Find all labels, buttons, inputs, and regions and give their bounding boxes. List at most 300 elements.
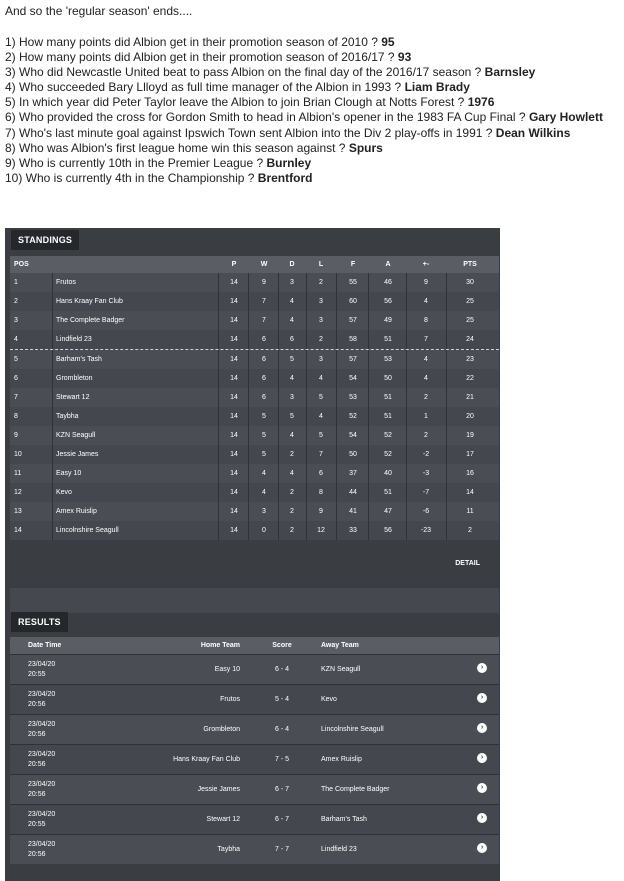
- column-divider: [446, 483, 447, 502]
- cell-w: 5: [262, 432, 266, 439]
- column-divider: [218, 464, 219, 483]
- cell-a: 52: [384, 451, 392, 458]
- cell-team: Frutos: [56, 279, 76, 286]
- column-divider: [218, 483, 219, 502]
- cell-l: 4: [319, 375, 323, 382]
- cell-w: 7: [262, 317, 266, 324]
- cell-w: 5: [262, 413, 266, 420]
- column-divider: [248, 369, 249, 388]
- column-divider: [248, 502, 249, 521]
- cell-p: 14: [230, 432, 238, 439]
- result-time: 20:55: [28, 670, 46, 678]
- chevron-right-icon[interactable]: ›: [477, 783, 487, 793]
- result-away: The Complete Badger: [321, 786, 390, 793]
- column-divider: [336, 350, 337, 369]
- column-divider: [368, 311, 369, 330]
- question-text: 4) Who succeeded Bary Llloyd as full time manager of the Albion in 1993 ?: [5, 80, 405, 95]
- cell-team: Grombleton: [56, 375, 93, 382]
- league-panel: [5, 228, 500, 881]
- column-divider: [336, 521, 337, 540]
- column-divider: [248, 330, 249, 349]
- column-divider: [336, 483, 337, 502]
- cell-d: 2: [290, 451, 294, 458]
- standings-row: [10, 445, 499, 464]
- column-divider: [368, 464, 369, 483]
- standings-row: [10, 426, 499, 445]
- cell-pos: 9: [14, 432, 18, 439]
- cell-pts: 20: [466, 413, 474, 420]
- question-text: 3) Who did Newcastle United beat to pass Albion on the final day of the 2016/17 season ?: [5, 65, 485, 80]
- cell-team: Jessie James: [56, 451, 99, 458]
- answer-text: Liam Brady: [404, 80, 470, 95]
- results-table: [10, 637, 499, 864]
- col-d: D: [289, 261, 295, 268]
- col-datetime: Date Time: [28, 642, 62, 649]
- standings-row: [10, 464, 499, 483]
- column-divider: [368, 292, 369, 311]
- cell-pts: 22: [466, 375, 474, 382]
- result-date: 23/04/20: [28, 840, 56, 848]
- column-divider: [52, 311, 53, 330]
- column-divider: [406, 388, 407, 407]
- column-divider: [406, 445, 407, 464]
- col-a: A: [385, 261, 391, 268]
- column-divider: [248, 388, 249, 407]
- cell-pos: 2: [14, 298, 18, 305]
- cell-a: 47: [384, 508, 392, 515]
- cell-diff: 2: [424, 432, 428, 439]
- result-datetime: [28, 715, 55, 744]
- standings-row: [10, 273, 499, 292]
- col-pts: PTS: [463, 261, 477, 268]
- column-divider: [248, 521, 249, 540]
- column-divider: [52, 330, 53, 349]
- cell-pos: 3: [14, 317, 18, 324]
- cell-team: Barham's Tash: [56, 356, 102, 363]
- column-divider: [368, 445, 369, 464]
- cell-diff: 8: [424, 317, 428, 324]
- column-divider: [446, 521, 447, 540]
- answer-text: 93: [397, 50, 412, 65]
- result-row[interactable]: [10, 654, 499, 684]
- column-divider: [406, 292, 407, 311]
- column-divider: [446, 464, 447, 483]
- column-divider: [446, 369, 447, 388]
- standings-row: [10, 521, 499, 540]
- column-divider: [406, 407, 407, 426]
- column-divider: [52, 426, 53, 445]
- cell-p: 14: [230, 508, 238, 515]
- column-divider: [52, 292, 53, 311]
- cell-f: 54: [349, 375, 357, 382]
- column-divider: [52, 407, 53, 426]
- column-divider: [218, 521, 219, 540]
- column-divider: [248, 292, 249, 311]
- cell-diff: -3: [422, 470, 430, 477]
- cell-a: 51: [384, 413, 392, 420]
- cell-d: 5: [290, 413, 294, 420]
- column-divider: [446, 273, 447, 292]
- cell-team: Kevo: [56, 489, 72, 496]
- chevron-right-icon[interactable]: ›: [477, 813, 487, 823]
- cell-l: 12: [317, 527, 325, 534]
- question-text: 6) Who provided the cross for Gordon Smith to head in Albion's opener in the 1983 FA Cup Final ?: [5, 110, 529, 125]
- cell-a: 51: [384, 394, 392, 401]
- result-row[interactable]: [10, 744, 499, 774]
- column-divider: [336, 292, 337, 311]
- cell-w: 3: [262, 508, 266, 515]
- cell-a: 46: [384, 279, 392, 286]
- cell-team: Hans Kraay Fan Club: [56, 298, 123, 305]
- cell-pos: 1: [14, 279, 18, 286]
- cell-w: 4: [262, 470, 266, 477]
- result-time: 20:56: [28, 850, 46, 858]
- results-header: [10, 637, 499, 654]
- cell-pts: 25: [466, 317, 474, 324]
- column-divider: [248, 464, 249, 483]
- column-divider: [52, 273, 53, 292]
- column-divider: [52, 350, 53, 369]
- column-divider: [406, 330, 407, 349]
- cell-pts: 19: [466, 432, 474, 439]
- cell-f: 57: [349, 317, 357, 324]
- column-divider: [52, 483, 53, 502]
- result-home: Hans Kraay Fan Club: [173, 756, 240, 763]
- cell-diff: 9: [424, 279, 428, 286]
- question-line: [5, 141, 603, 156]
- column-divider: [406, 273, 407, 292]
- result-datetime: [28, 745, 55, 774]
- cell-f: 50: [349, 451, 357, 458]
- cell-pts: 2: [468, 527, 472, 534]
- cell-diff: -7: [422, 489, 430, 496]
- result-score: 5 - 4: [274, 696, 289, 703]
- cell-f: 60: [349, 298, 357, 305]
- result-away: Lincolnshire Seagull: [321, 726, 384, 733]
- column-divider: [336, 407, 337, 426]
- col-f: F: [350, 261, 356, 268]
- column-divider: [368, 426, 369, 445]
- result-away: Barham's Tash: [321, 816, 367, 823]
- column-divider: [368, 350, 369, 369]
- result-home: Frutos: [220, 696, 240, 703]
- cell-a: 51: [384, 489, 392, 496]
- cell-l: 4: [319, 413, 323, 420]
- cell-f: 57: [349, 356, 357, 363]
- answer-text: Brentford: [257, 170, 313, 185]
- cell-f: 33: [349, 527, 357, 534]
- cell-p: 14: [230, 279, 238, 286]
- cell-l: 3: [319, 298, 323, 305]
- cell-pos: 12: [14, 489, 22, 496]
- question-text: 2) How many points did Albion get in their promotion season of 2016/17 ?: [5, 50, 398, 65]
- column-divider: [406, 350, 407, 369]
- column-divider: [218, 350, 219, 369]
- cell-f: 37: [349, 470, 357, 477]
- cell-d: 2: [290, 508, 294, 515]
- cell-pos: 8: [14, 413, 18, 420]
- column-divider: [248, 445, 249, 464]
- cell-team: Amex Ruislip: [56, 508, 97, 515]
- cell-diff: 4: [424, 375, 428, 382]
- column-divider: [218, 273, 219, 292]
- cell-l: 3: [319, 356, 323, 363]
- result-date: 23/04/20: [28, 720, 56, 728]
- column-divider: [368, 273, 369, 292]
- result-row[interactable]: [10, 834, 499, 864]
- chevron-right-icon[interactable]: ›: [477, 843, 487, 853]
- cell-diff: 4: [424, 356, 428, 363]
- cell-pos: 4: [14, 336, 18, 343]
- question-text: 7) Who's last minute goal against Ipswich Town sent Albion into the Div 2 play-offs in 1991 ?: [5, 125, 496, 140]
- cell-d: 2: [290, 527, 294, 534]
- question-line: [5, 110, 603, 125]
- cell-d: 3: [290, 279, 294, 286]
- cell-l: 2: [319, 279, 323, 286]
- question-line: [5, 80, 603, 95]
- cell-f: 53: [349, 394, 357, 401]
- cell-l: 7: [319, 451, 323, 458]
- cell-a: 56: [384, 298, 392, 305]
- cell-d: 3: [290, 394, 294, 401]
- column-divider: [446, 445, 447, 464]
- question-text: 5) In which year did Peter Taylor leave the Albion to join Brian Clough at Notts Forest ?: [5, 95, 468, 110]
- cell-l: 6: [319, 470, 323, 477]
- quiz-questions: [5, 35, 603, 186]
- column-divider: [248, 311, 249, 330]
- column-divider: [218, 311, 219, 330]
- question-text: 9) Who is currently 10th in the Premier League ?: [5, 155, 267, 170]
- cell-team: KZN Seagull: [56, 432, 96, 439]
- cell-diff: -2: [422, 451, 430, 458]
- cell-pos: 11: [14, 470, 22, 477]
- column-divider: [446, 502, 447, 521]
- answer-text: Barnsley: [484, 65, 536, 80]
- standings-row: [10, 350, 499, 369]
- cell-a: 56: [384, 527, 392, 534]
- cell-a: 52: [384, 432, 392, 439]
- cell-p: 14: [230, 489, 238, 496]
- cell-pts: 24: [466, 336, 474, 343]
- cell-pts: 21: [466, 394, 474, 401]
- col-w: W: [260, 261, 268, 268]
- result-time: 20:56: [28, 730, 46, 738]
- cell-p: 14: [230, 413, 238, 420]
- col-score: Score: [272, 642, 292, 649]
- standings-row: [10, 388, 499, 407]
- cell-p: 14: [230, 527, 238, 534]
- result-away: KZN Seagull: [321, 666, 361, 673]
- cell-w: 5: [262, 451, 266, 458]
- col-p: P: [231, 261, 237, 268]
- col-l: L: [318, 261, 324, 268]
- cell-p: 14: [230, 470, 238, 477]
- column-divider: [52, 445, 53, 464]
- col-pos: POS: [14, 261, 29, 268]
- standings-row: [10, 502, 499, 521]
- cell-team: Lincolnshire Seagull: [56, 527, 119, 534]
- cell-w: 6: [262, 394, 266, 401]
- cell-p: 14: [230, 375, 238, 382]
- cell-pos: 14: [14, 527, 22, 534]
- standings-row: [10, 483, 499, 502]
- result-score: 7 - 7: [274, 846, 289, 853]
- result-home: Taybha: [217, 846, 240, 853]
- result-row[interactable]: [10, 804, 499, 834]
- chevron-right-icon[interactable]: ›: [477, 663, 487, 673]
- column-divider: [52, 464, 53, 483]
- column-divider: [52, 369, 53, 388]
- standings-header: [10, 256, 499, 273]
- cell-a: 53: [384, 356, 392, 363]
- column-divider: [52, 521, 53, 540]
- chevron-right-icon[interactable]: ›: [477, 723, 487, 733]
- column-divider: [446, 292, 447, 311]
- column-divider: [336, 388, 337, 407]
- result-row[interactable]: [10, 774, 499, 804]
- column-divider: [406, 369, 407, 388]
- results-title: RESULTS: [11, 612, 68, 632]
- standings-row: [10, 369, 499, 388]
- cell-pts: 17: [466, 451, 474, 458]
- column-divider: [446, 330, 447, 349]
- cell-diff: 1: [424, 413, 428, 420]
- cell-p: 14: [230, 298, 238, 305]
- question-text: 8) Who was Albion's first league home win this season against ?: [5, 140, 349, 155]
- column-divider: [218, 502, 219, 521]
- column-divider: [336, 445, 337, 464]
- cell-p: 14: [230, 394, 238, 401]
- answer-text: Gary Howlett: [528, 110, 603, 125]
- cell-diff: 2: [424, 394, 428, 401]
- cell-w: 6: [262, 375, 266, 382]
- cell-team: Easy 10: [56, 470, 82, 477]
- result-score: 6 - 7: [274, 816, 289, 823]
- column-divider: [368, 330, 369, 349]
- result-home: Grombleton: [203, 726, 240, 733]
- result-date: 23/04/20: [28, 750, 56, 758]
- column-divider: [52, 502, 53, 521]
- column-divider: [218, 426, 219, 445]
- chevron-right-icon[interactable]: ›: [477, 753, 487, 763]
- cell-team: The Complete Badger: [56, 317, 125, 324]
- column-divider: [368, 483, 369, 502]
- column-divider: [218, 445, 219, 464]
- result-home: Stewart 12: [206, 816, 240, 823]
- chevron-right-icon[interactable]: ›: [477, 693, 487, 703]
- cell-p: 14: [230, 317, 238, 324]
- column-divider: [218, 369, 219, 388]
- column-divider: [52, 388, 53, 407]
- cell-d: 6: [290, 336, 294, 343]
- cell-d: 4: [290, 375, 294, 382]
- result-time: 20:55: [28, 820, 46, 828]
- column-divider: [446, 426, 447, 445]
- column-divider: [406, 483, 407, 502]
- cell-team: Taybha: [56, 413, 79, 420]
- cell-diff: -23: [420, 527, 432, 534]
- cell-l: 5: [319, 394, 323, 401]
- cell-pos: 7: [14, 394, 18, 401]
- column-divider: [446, 350, 447, 369]
- column-divider: [368, 369, 369, 388]
- cell-l: 3: [319, 317, 323, 324]
- result-score: 6 - 4: [274, 726, 289, 733]
- result-date: 23/04/20: [28, 780, 56, 788]
- column-divider: [368, 407, 369, 426]
- cell-w: 9: [262, 279, 266, 286]
- column-divider: [336, 273, 337, 292]
- question-text: 10) Who is currently 4th in the Championship ?: [5, 170, 258, 185]
- cell-d: 4: [290, 470, 294, 477]
- intro-text: And so the 'regular season' ends....: [5, 4, 193, 18]
- standings-title: STANDINGS: [11, 230, 79, 250]
- column-divider: [368, 388, 369, 407]
- standings-row: [10, 311, 499, 330]
- cell-pts: 30: [466, 279, 474, 286]
- result-date: 23/04/20: [28, 660, 56, 668]
- result-row[interactable]: [10, 684, 499, 714]
- standings-row: [10, 292, 499, 311]
- column-divider: [406, 426, 407, 445]
- cell-pos: 5: [14, 356, 18, 363]
- result-time: 20:56: [28, 760, 46, 768]
- cell-l: 9: [319, 508, 323, 515]
- result-home: Jessie James: [197, 786, 240, 793]
- column-divider: [406, 502, 407, 521]
- column-divider: [446, 311, 447, 330]
- cell-diff: 4: [424, 298, 428, 305]
- cell-f: 58: [349, 336, 357, 343]
- column-divider: [218, 407, 219, 426]
- answer-text: 95: [381, 35, 395, 49]
- result-datetime: [28, 775, 55, 804]
- column-divider: [248, 426, 249, 445]
- cell-p: 14: [230, 451, 238, 458]
- cell-diff: 7: [424, 336, 428, 343]
- column-divider: [406, 464, 407, 483]
- question-line: [5, 50, 603, 65]
- result-date: 23/04/20: [28, 810, 56, 818]
- result-away: Amex Ruislip: [321, 756, 362, 763]
- question-line: [5, 171, 603, 186]
- column-divider: [336, 311, 337, 330]
- cell-f: 44: [349, 489, 357, 496]
- column-divider: [248, 273, 249, 292]
- column-divider: [446, 407, 447, 426]
- cell-d: 2: [290, 489, 294, 496]
- standings-footer: [10, 588, 499, 613]
- cell-w: 6: [262, 336, 266, 343]
- cell-f: 41: [349, 508, 357, 515]
- cell-pts: 23: [466, 356, 474, 363]
- cell-pos: 6: [14, 375, 18, 382]
- result-time: 20:56: [28, 790, 46, 798]
- column-divider: [248, 483, 249, 502]
- detail-link[interactable]: DETAIL: [455, 560, 480, 567]
- column-divider: [218, 388, 219, 407]
- result-row[interactable]: [10, 714, 499, 744]
- question-line: [5, 95, 603, 110]
- cell-pts: 16: [466, 470, 474, 477]
- cell-d: 4: [290, 317, 294, 324]
- cell-f: 55: [349, 279, 357, 286]
- standings-table: [10, 256, 499, 540]
- cell-team: Stewart 12: [56, 394, 90, 401]
- cell-d: 4: [290, 432, 294, 439]
- column-divider: [248, 350, 249, 369]
- column-divider: [218, 330, 219, 349]
